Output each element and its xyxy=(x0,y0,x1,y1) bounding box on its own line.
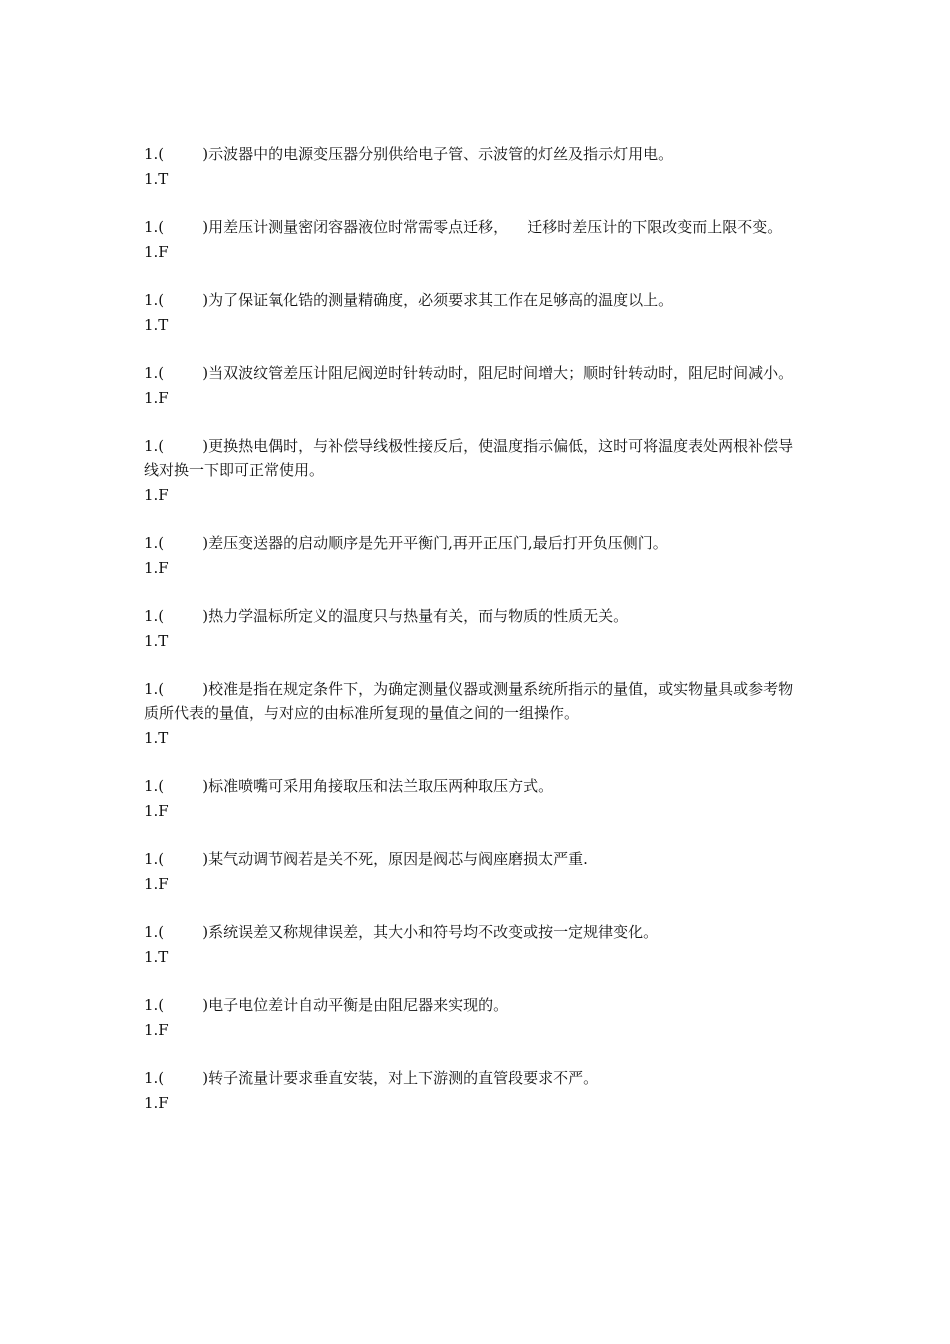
question-item xyxy=(144,774,808,823)
question-answer: 1.F xyxy=(144,1094,169,1112)
question-item xyxy=(144,1066,808,1115)
question-prompt: 1.( )转子流量计要求垂直安装，对上下游测的直管段要求不严。 xyxy=(144,1069,599,1087)
question-item xyxy=(144,531,808,580)
question-prompt: 1.( )热力学温标所定义的温度只与热量有关，而与物质的性质无关。 xyxy=(144,607,629,625)
question-prompt: 1.( )电子电位差计自动平衡是由阻尼器来实现的。 xyxy=(144,996,509,1014)
question-prompt: 1.( )用差压计测量密闭容器液位时常需零点迁移， 迁移时差压计的下限改变而上限不变。 xyxy=(144,218,783,236)
question-item xyxy=(144,288,808,337)
question-item xyxy=(144,434,808,507)
question-item xyxy=(144,142,808,191)
question-answer: 1.F xyxy=(144,389,169,407)
question-answer: 1.T xyxy=(144,316,169,334)
question-item xyxy=(144,677,808,750)
question-prompt: 1.( )标准喷嘴可采用角接取压和法兰取压两种取压方式。 xyxy=(144,777,554,795)
question-answer: 1.F xyxy=(144,802,169,820)
question-answer: 1.F xyxy=(144,875,169,893)
question-answer: 1.T xyxy=(144,729,169,747)
question-item xyxy=(144,920,808,969)
question-answer: 1.F xyxy=(144,559,169,577)
question-item xyxy=(144,215,808,264)
question-item xyxy=(144,604,808,653)
question-answer: 1.T xyxy=(144,948,169,966)
question-answer: 1.F xyxy=(144,486,169,504)
question-prompt: 1.( )为了保证氧化锆的测量精确度，必须要求其工作在足够高的温度以上。 xyxy=(144,291,674,309)
question-prompt: 1.( )校准是指在规定条件下，为确定测量仪器或测量系统所指示的量值，或实物量具或参考物质所代表的量值，与对应的由标准所复现的量值之间的一组操作。 xyxy=(144,680,794,722)
question-answer: 1.F xyxy=(144,243,169,261)
question-prompt: 1.( )某气动调节阀若是关不死，原因是阀芯与阀座磨损太严重. xyxy=(144,850,588,868)
question-answer: 1.T xyxy=(144,632,169,650)
question-prompt: 1.( )更换热电偶时，与补偿导线极性接反后，使温度指示偏低，这时可将温度表处两根补偿导线对换一下即可正常使用。 xyxy=(144,437,794,479)
question-item xyxy=(144,847,808,896)
question-prompt: 1.( )差压变送器的启动顺序是先开平衡门,再开正压门,最后打开负压侧门。 xyxy=(144,534,668,552)
question-prompt: 1.( )示波器中的电源变压器分别供给电子管、示波管的灯丝及指示灯用电。 xyxy=(144,145,674,163)
question-list xyxy=(144,142,808,1139)
question-item xyxy=(144,993,808,1042)
question-answer: 1.F xyxy=(144,1021,169,1039)
question-prompt: 1.( )当双波纹管差压计阻尼阀逆时针转动时，阻尼时间增大；顺时针转动时，阻尼时间减小。 xyxy=(144,364,794,382)
question-prompt: 1.( )系统误差又称规律误差，其大小和符号均不改变或按一定规律变化。 xyxy=(144,923,659,941)
question-answer: 1.T xyxy=(144,170,169,188)
question-item xyxy=(144,361,808,410)
